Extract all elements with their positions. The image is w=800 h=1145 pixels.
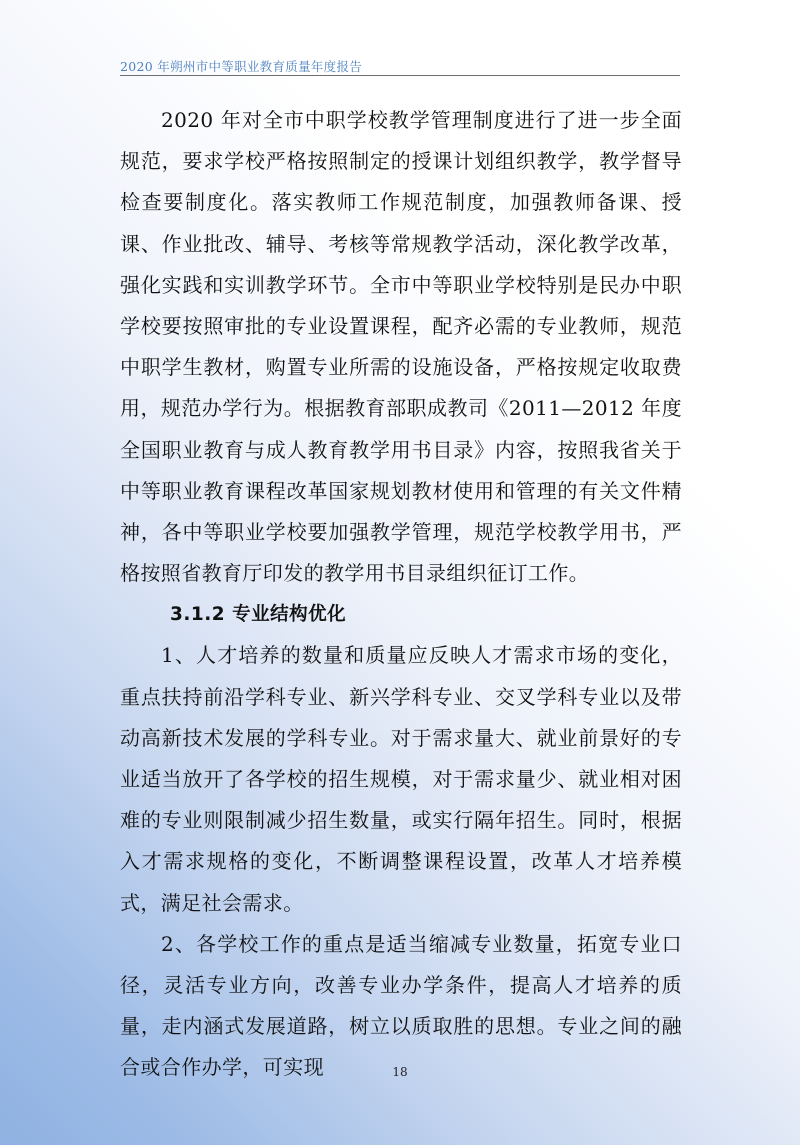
- section-heading: 3.1.2 专业结构优化: [170, 604, 347, 626]
- paragraph-teaching-management: 2020 年对全市中职学校教学管理制度进行了进一步全面规范，要求学校严格按照制定的授课计划组织教学，教学督导检查要制度化。落实教师工作规范制度，加强教师备课、授课、作业批改、辅导、考核等常规教学活动，深化教学改革，强化实践和实训教学环节。全市中等职业学校特别是民办中职学校要按照审批的专业设置课程，配齐必需的专业教师，规范中职学生教材，购置专业所需的设施设备，严格按规定收取费用，规范办学行为。根据教育部职成教司《2011—2012 年度全国职业教育与成人教育教学用书目录》内容，按照我省关于中等职业教育课程改革国家规划教材使用和管理的有关文件精神，各中等职业学校要加强教学管理，规范学校教学用书，严格按照省教育厅印发的教学用书目录组织征订工作。: [120, 108, 682, 586]
- page-body: [120, 100, 682, 1089]
- page-number: 18: [392, 1065, 408, 1079]
- header-divider: [120, 75, 680, 76]
- running-header: 2020 年朔州市中等职业教育质量年度报告: [120, 59, 363, 74]
- paragraph-talent-training: 1、人才培养的数量和质量应反映人才需求市场的变化，重点扶持前沿学科专业、新兴学科专业、交叉学科专业以及带动高新技术发展的学科专业。对于需求量大、就业前景好的专业适当放开了各学校的招生规模，对于需求量少、就业相对困难的专业则限制减少招生数量，或实行隔年招生。同时，根据入才需求规格的变化，不断调整课程设置，改革人才培养模式，满足社会需求。: [120, 643, 682, 915]
- paragraph-school-work-focus: 2、各学校工作的重点是适当缩减专业数量，拓宽专业口径，灵活专业方向，改善专业办学条件，提高人才培养的质量，走内涵式发展道路，树立以质取胜的思想。专业之间的融合或合作办学，可实现: [120, 931, 682, 1080]
